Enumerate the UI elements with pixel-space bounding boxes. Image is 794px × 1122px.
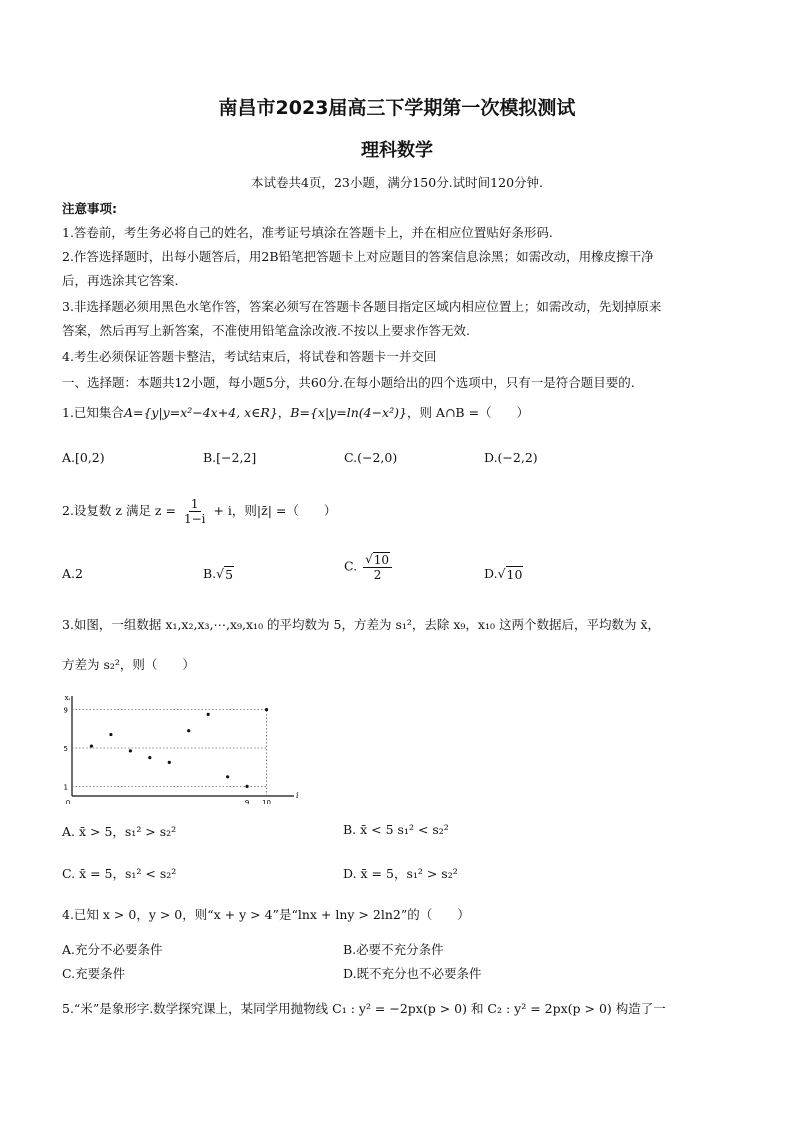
q3-scatter-plot — [60, 692, 300, 804]
exam-title: 南昌市2023届高三下学期第一次模拟测试 — [218, 97, 576, 119]
q3-option-c: C. x̄ = 5，s₁² < s₂² — [62, 866, 177, 881]
x-axis-label: i — [296, 791, 299, 800]
note-1: 1.答卷前，考生务必将自己的姓名，准考证号填涂在答题卡上，并在相应位置贴好条形码. — [62, 225, 553, 240]
x-tick-label-1: 9 — [244, 799, 250, 804]
exam-subject: 理科数学 — [361, 140, 433, 161]
data-point-1 — [90, 744, 93, 747]
y-tick-label-2: 9 — [63, 706, 68, 715]
data-point-2 — [109, 733, 112, 736]
sqrt-symbol: √ 10 — [365, 552, 390, 567]
q4-option-a: A.充分不必要条件 — [62, 942, 163, 957]
note-3a: 3.非选择题必须用黑色水笔作答，答案必须写在答题卡各题目指定区域内相应位置上；如需改动，先划掉原来 — [62, 299, 662, 314]
question-5-stem: 5.“米”是象形字.数学探究课上，某同学用抛物线 C₁ : y² = −2px(p > 0) 和 C₂ : y² = 2px(p > 0) 构造了一 — [62, 1001, 666, 1016]
sqrt-symbol: √ 10 — [497, 566, 523, 582]
q2-denominator: 1−i — [183, 512, 206, 526]
q2-option-b — [203, 566, 234, 582]
q4-option-d: D.既不充分也不必要条件 — [343, 966, 482, 981]
q2-option-a: A.2 — [62, 566, 83, 581]
q1-option-c: C.(−2,0) — [344, 450, 398, 465]
q4-option-b: B.必要不充分条件 — [343, 942, 444, 957]
y-axis-label: xᵢ — [64, 694, 70, 702]
data-point-10 — [265, 708, 268, 711]
q1-set-b: B={x|y=ln(4−x²)} — [290, 405, 407, 420]
q2-option-c-radicand: 10 — [373, 553, 390, 567]
q1-ask: ，则 A∩B =（ ） — [406, 405, 530, 420]
q2-option-c-denominator: 2 — [373, 568, 382, 582]
q1-set-a: A={y|y=x²−4x+4, x∈R} — [123, 405, 278, 420]
q2-option-d-label: D. — [484, 566, 498, 581]
x-tick-label-2: 10 — [262, 799, 272, 804]
data-point-8 — [226, 775, 229, 778]
note-3b: 答案，然后再写上新答案，不准使用铅笔盒涂改液.不按以上要求作答无效. — [62, 323, 470, 338]
data-point-4 — [148, 756, 151, 759]
y-tick-label-1: 5 — [63, 745, 68, 753]
section-1-heading: 一、选择题：本题共12小题，每小题5分，共60分.在每小题给出的四个选项中，只有一是符合题目要的. — [62, 375, 635, 390]
notes-heading: 注意事项: — [62, 201, 117, 216]
q2-option-c-numerator — [363, 552, 392, 568]
q2-option-c-label: C. — [344, 558, 358, 574]
q2-option-d-radicand: 10 — [506, 567, 523, 582]
y-tick-label-0: 1 — [63, 783, 68, 792]
question-1-stem — [62, 404, 742, 422]
q2-option-c — [344, 552, 394, 582]
q2-option-d — [484, 566, 523, 582]
q1-sep: ， — [277, 405, 291, 420]
q1-option-b: B.[−2,2] — [203, 450, 257, 465]
q1-option-d: D.(−2,2) — [484, 450, 538, 465]
exam-info: 本试卷共4页，23小题，满分150分.试时间120分钟. — [250, 175, 544, 190]
q1-prefix: 1.已知集合 — [62, 405, 124, 420]
data-point-3 — [129, 749, 132, 752]
x-tick-label-0: 0 — [65, 799, 71, 804]
question-4-stem: 4.已知 x > 0，y > 0，则“x + y > 4”是“lnx + lny > 2ln2”的（ ） — [62, 907, 470, 922]
q2-fraction — [182, 497, 208, 526]
q2-option-c-fraction — [363, 552, 392, 582]
q2-tail: + i，则|z̄| =（ ） — [213, 503, 337, 518]
q1-option-a: A.[0,2) — [62, 450, 105, 465]
data-point-9 — [245, 785, 248, 788]
q3-option-d: D. x̄ = 5，s₁² > s₂² — [343, 866, 458, 881]
sqrt-symbol: √ 5 — [216, 566, 234, 582]
note-2a: 2.作答选择题时，出每小题答后，用2B铅笔把答题卡上对应题目的答案信息涂黑；如需改动，用橡皮擦干净 — [62, 249, 654, 264]
note-4: 4.考生必须保证答题卡整洁，考试结束后，将试卷和答题卡一并交回 — [62, 349, 437, 364]
data-point-5 — [168, 761, 171, 764]
data-point-7 — [207, 713, 210, 716]
question-3-line-1: 3.如图，一组数据 x₁,x₂,x₃,⋯,x₉,x₁₀ 的平均数为 5，方差为 s₁²，去除 x₉，x₁₀ 这两个数据后，平均数为 x̄， — [62, 617, 660, 632]
q3-option-b: B. x̄ < 5 s₁² < s₂² — [343, 822, 449, 837]
q4-option-c: C.充要条件 — [62, 966, 126, 981]
q2-option-b-radicand: 5 — [225, 567, 234, 582]
question-2-stem — [62, 496, 742, 526]
question-3-line-2: 方差为 s₂²，则（ ） — [62, 657, 195, 672]
data-point-6 — [187, 729, 190, 732]
q2-prefix: 2.设复数 z 满足 z = — [62, 503, 176, 518]
note-2b: 后，再选涂其它答案. — [62, 273, 179, 288]
q3-option-a: A. x̄ > 5，s₁² > s₂² — [62, 824, 177, 839]
q2-option-b-label: B. — [203, 566, 217, 581]
q2-numerator: 1 — [190, 497, 199, 511]
